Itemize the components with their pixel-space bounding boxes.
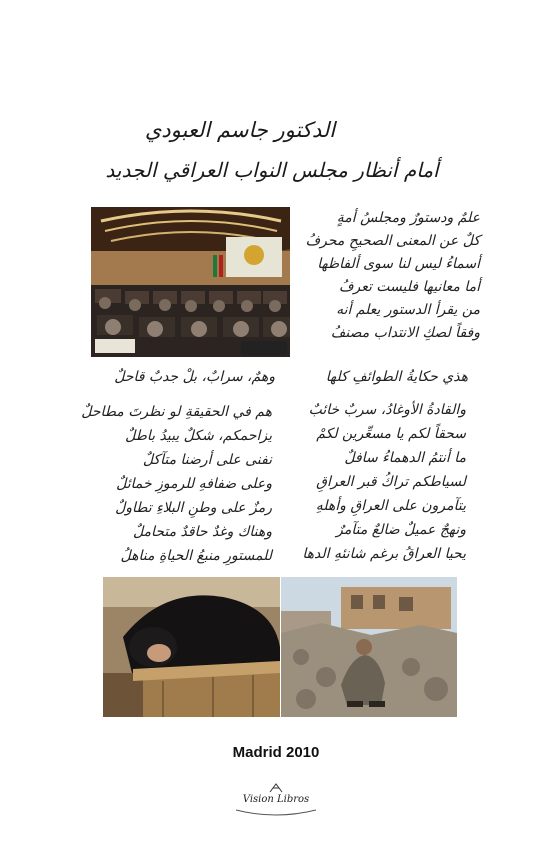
poem-line: هم في الحقيقةِ لو نظرتَ مطاحلٌ xyxy=(81,404,272,420)
poem-line: كلٌ عن المعنى الصحيحِ محرفُ xyxy=(305,233,480,249)
poem-line: أسماءُ ليس لنا سوى ألفاظها xyxy=(317,256,480,272)
poem-block-left-column xyxy=(81,400,272,568)
poem-line: يتآمرون على العراقِ وأهلهِ xyxy=(315,498,466,514)
poem-line: من يقرأ الدستور يعلم أنه xyxy=(336,302,480,318)
publisher-name: Vision Libros xyxy=(242,794,310,805)
ruins-photo xyxy=(281,577,457,717)
poem-line: يحيا العراقُ برغم شانئهِ الدها xyxy=(302,546,466,562)
poem-line: وهناك وغدٌ حاقدٌ متحاملٌ xyxy=(132,524,272,540)
poem-block-right-column xyxy=(296,398,466,566)
book-title: أمام أنظار مجلس النواب العراقي الجديد xyxy=(105,158,439,182)
author-name: الدكتور جاسم العبودي xyxy=(144,118,336,142)
poem-line: والقادةُ الأوغادُ، سربٌ خائبٌ xyxy=(308,402,466,418)
poem-line: ونهجٌ عميلٌ ضالعٌ متآمرٌ xyxy=(336,522,466,538)
publisher-logo xyxy=(226,780,326,820)
poem-line: سحقاً لكم يا مسعِّرين لكمْ xyxy=(316,426,466,442)
poem-line: يزاحمكم، شكلٌ يبيدُ باطلٌ xyxy=(125,428,272,444)
poem-line: للمستورِ منبعُ الحياةِ مناهلُ xyxy=(120,548,272,564)
poem-line: رمزٌ على وطنِ البلاءِ تطاولٌ xyxy=(115,500,272,516)
poem-line: علمٌ ودستورٌ ومجلسُ أمةٍ xyxy=(336,210,480,226)
poem-line: لسياطكم تراكُ قبر العراقِ xyxy=(316,474,466,490)
poem-line: هذي حكايةُ الطوائفِ كلها xyxy=(325,369,468,385)
poem-line: ما أنتمُ الدهماءُ سافلٌ xyxy=(344,450,466,466)
poem-line-middle-left xyxy=(100,365,275,389)
poem-line: وهمٌ، سرابٌ، بلْ جدبٌ قاحلٌ xyxy=(114,369,275,385)
parliament-photo xyxy=(91,207,290,357)
poem-line: نفنى على أرضنا متآكلٌ xyxy=(142,452,272,468)
poem-line-middle-right xyxy=(300,365,468,389)
poem-line: أما معانيها فليست تعرفُ xyxy=(338,279,480,295)
poem-block-top-right xyxy=(300,206,480,344)
mourning-woman-photo xyxy=(103,577,280,717)
poem-line: وعلى ضفافهِ للرموزِ خمائلٌ xyxy=(116,476,272,492)
place-and-year: Madrid 2010 xyxy=(232,744,320,761)
poem-line: وفقاً لصكِ الانتداب مصنفُ xyxy=(330,325,480,341)
